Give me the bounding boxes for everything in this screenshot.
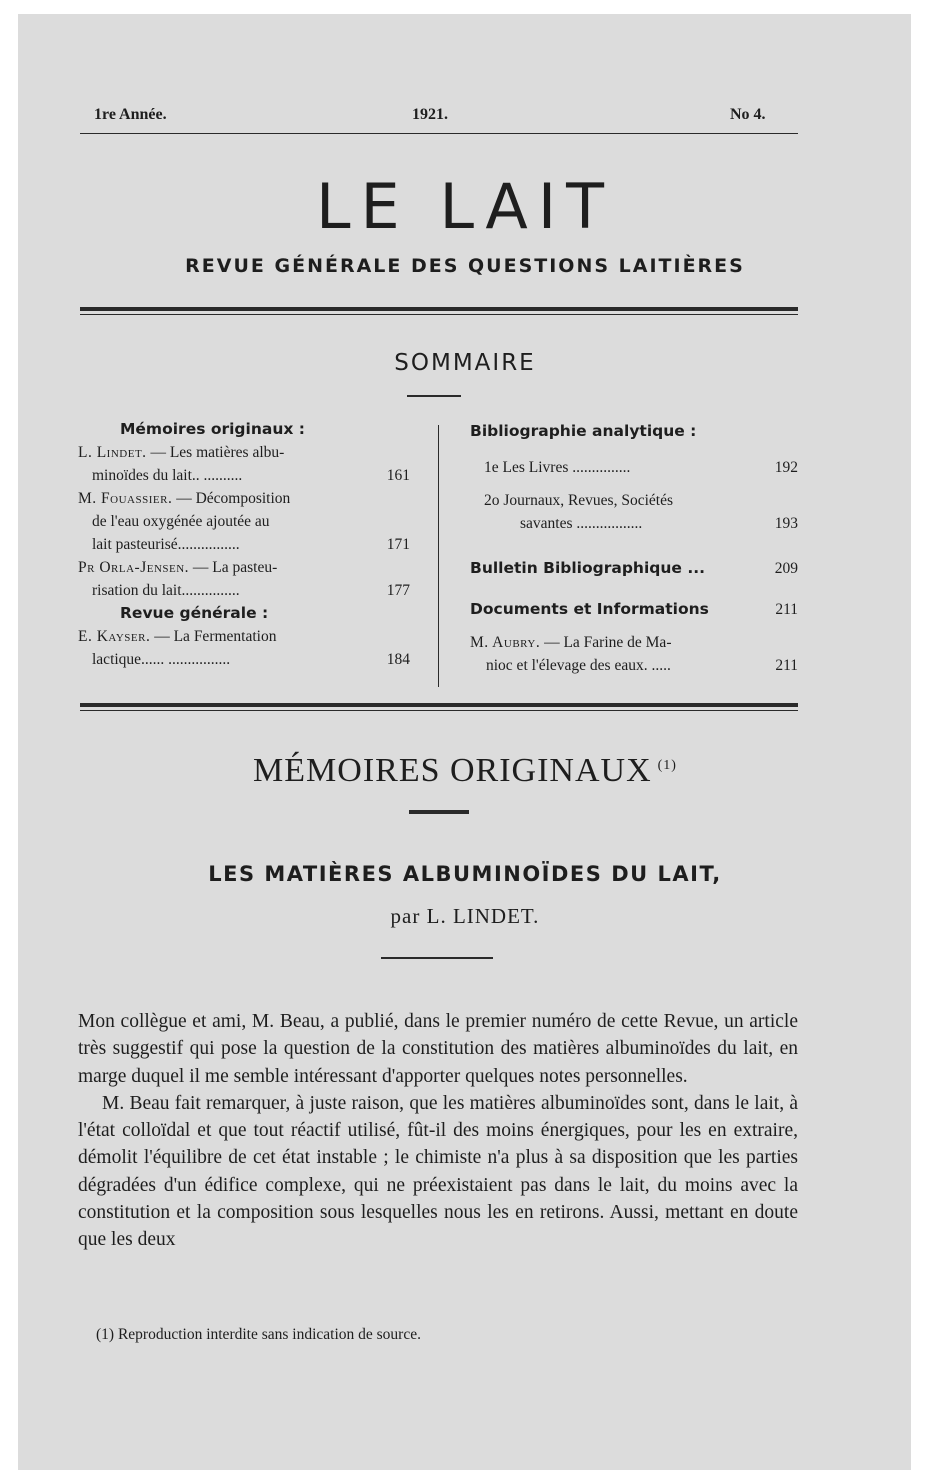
sommaire-heading: SOMMAIRE [394, 350, 536, 376]
toc-column-divider [438, 425, 439, 687]
byline-dash [381, 957, 493, 959]
toc-page: 177 [386, 582, 410, 599]
paragraph-2: M. Beau fait remarquer, à juste raison, que les matières albuminoïdes sont, dans le lait, à l'état colloïdal et que tout réactif utilisé, fût-il des moins énergiques, pour les en extraire, démolit l'équilibre de cet état instable ; le chimiste n'a plus à sa disposition que les parties dégradées d'un édifice complexe, qui ne préexistaient pas dans le lait, du moins avec la constitution et la composition sous lesquelles nous les en retirons. Aussi, mettant en doute que les deux [78, 1092, 798, 1251]
article-title: LES MATIÈRES ALBUMINOÏDES DU LAIT, [208, 862, 722, 886]
section-title: MÉMOIRES ORIGINAUX $^{(1)}$ [253, 752, 677, 789]
toc-page: 192 [774, 459, 798, 476]
journal-title: LE LAIT [316, 170, 614, 243]
paragraph-1: Mon collègue et ami, M. Beau, a publié, dans le premier numéro de cette Revue, un article très suggestif qui pose la question de la constitution des matières albuminoïdes du lait, en marge duquel il me semble intéressant d'apporter quelques notes personnelles. [78, 1011, 798, 1087]
toc-entry-aubry[interactable]: M. Aubry. — La Farine de Ma- nioc et l'élevage des eaux. ..... 211 [470, 631, 798, 677]
toc-entry-fouassier[interactable]: M. Fouassier. — Décomposition de l'eau oxygénée ajoutée au lait pasteurisé................ 171 [78, 487, 410, 556]
toc-section-memoires: Mémoires originaux : [120, 420, 305, 438]
toc-page: 171 [386, 536, 410, 553]
masthead-rule-thin [80, 314, 798, 315]
article-body [78, 1008, 798, 1254]
toc-page: 211 [775, 657, 798, 674]
header-year: 1921. [412, 106, 448, 123]
toc-entry-lindet[interactable]: L. Lindet. — Les matières albu- minoïdes du lait.. .......... 161 [78, 441, 410, 487]
toc-rule-thin [80, 710, 798, 711]
toc-page: 161 [386, 467, 410, 484]
header-rule [80, 133, 798, 134]
article-byline: par L. LINDET. [390, 904, 540, 928]
toc-page: 193 [774, 515, 798, 532]
toc-section-bibliographie: Bibliographie analytique : [470, 422, 697, 440]
toc-section-revue: Revue générale : [120, 604, 269, 622]
toc-left-column [78, 418, 410, 671]
masthead-rule-thick [80, 307, 798, 311]
toc-entry-bulletin[interactable]: Bulletin Bibliographique ... 209 [470, 559, 798, 577]
section-dash [409, 810, 469, 814]
footnote-ref: (1) [657, 758, 677, 773]
toc-entry-kayser[interactable]: E. Kayser. — La Fermentation lactique...... ................ 184 [78, 625, 410, 671]
footnote: (1) Reproduction interdite sans indication de source. [96, 1326, 421, 1343]
journal-subtitle: REVUE GÉNÉRALE DES QUESTIONS LAITIÈRES [185, 255, 745, 277]
toc-entry-orla-jensen[interactable]: Pr Orla-Jensen. — La pasteu- risation du lait............... 177 [78, 556, 410, 602]
toc-page: 184 [386, 651, 410, 668]
toc-entry-journaux[interactable]: 2o Journaux, Revues, Sociétés savantes ................. 193 [470, 489, 798, 535]
toc-entry-livres[interactable]: 1e Les Livres ............... 192 [470, 456, 798, 479]
toc-right-column [470, 420, 798, 677]
header-issue: No 4. [730, 106, 766, 123]
toc-rule-thick [80, 703, 798, 707]
toc-entry-documents[interactable]: Documents et Informations 211 [470, 600, 798, 618]
header-year-label: 1re Année. [94, 106, 167, 123]
sommaire-dash [407, 395, 461, 397]
